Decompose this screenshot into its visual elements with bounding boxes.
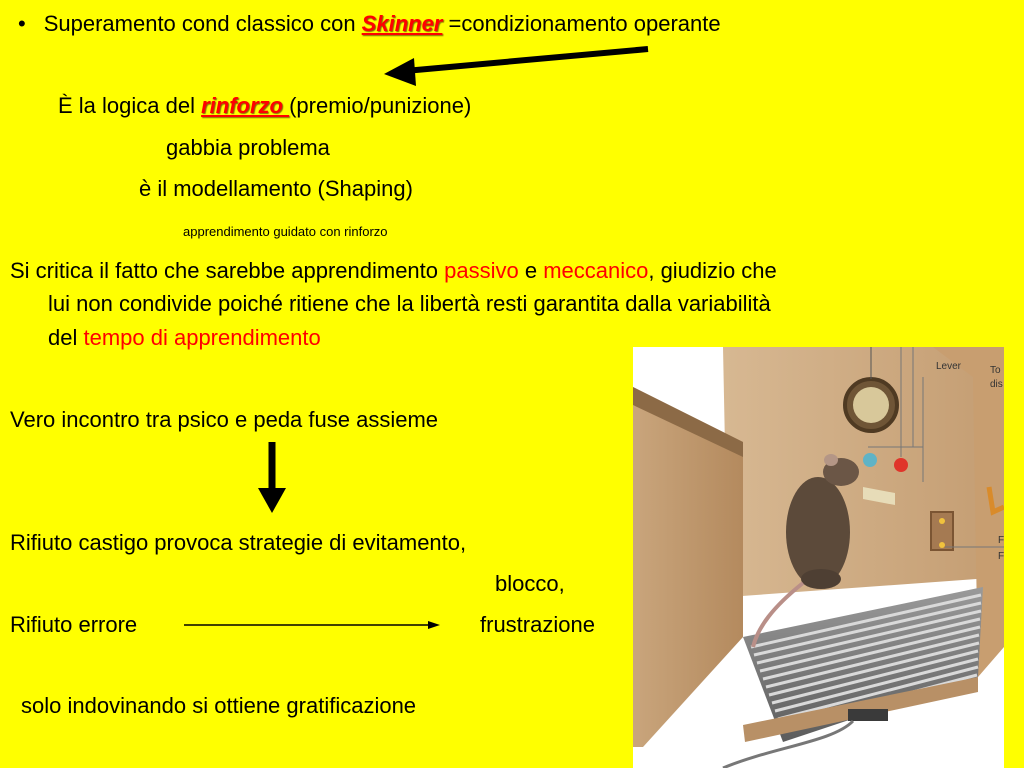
line-rifiuto-castigo: Rifiuto castigo provoca strategie di evitamento, — [10, 530, 467, 555]
critique-line3 — [48, 325, 321, 351]
line-rifiuto-errore: Rifiuto errore — [10, 612, 138, 637]
bullet: • — [18, 11, 26, 36]
right-arrow-icon — [184, 617, 446, 633]
label-dis: dis — [990, 379, 1003, 390]
word-passivo: passivo — [444, 258, 519, 283]
line-apprendimento-guidato: apprendimento guidato con rinforzo — [183, 224, 388, 239]
critique-line2: lui non condivide poiché ritiene che la libertà resti garantita dalla variabilità — [48, 291, 771, 316]
line-shaping: è il modellamento (Shaping) — [139, 176, 413, 201]
critique-text-2: , giudizio che — [648, 258, 777, 283]
word-tempo-di-apprendimento: tempo di apprendimento — [83, 325, 321, 350]
word-frustrazione: frustrazione — [480, 612, 595, 637]
critique-text-1: Si critica il fatto che sarebbe apprendimento — [10, 258, 445, 283]
line1-text-after: =condizionamento operante — [442, 11, 721, 36]
critique-e: e — [518, 258, 544, 283]
skinner-box-image — [633, 347, 1004, 768]
label-lever: Lever — [936, 361, 962, 372]
left-arrow-icon — [0, 0, 1024, 100]
word-blocco: blocco, — [495, 571, 565, 596]
label-f2: F — [998, 551, 1004, 562]
line2-text-after: (premio/punizione) — [289, 93, 472, 118]
down-arrow-icon — [255, 440, 289, 515]
line-gratificazione: solo indovinando si ottiene gratificazione — [21, 693, 417, 718]
critique-del: del — [48, 325, 84, 350]
keyword-skinner: Skinner — [361, 11, 443, 36]
word-meccanico: meccanico — [543, 258, 649, 283]
keyword-rinforzo: rinforzo — [201, 93, 290, 118]
line-rinforzo — [58, 93, 471, 119]
line-vero-incontro: Vero incontro tra psico e peda fuse assieme — [10, 407, 439, 432]
line-gabbia: gabbia problema — [166, 135, 330, 160]
line2-text-before: È la logica del — [58, 93, 202, 118]
critique-line1 — [10, 258, 777, 284]
label-f1: F — [998, 535, 1004, 546]
line1-text-before: Superamento cond classico con — [43, 11, 362, 36]
skinner-box-illustration — [633, 347, 1004, 768]
label-to: To — [990, 365, 1001, 376]
